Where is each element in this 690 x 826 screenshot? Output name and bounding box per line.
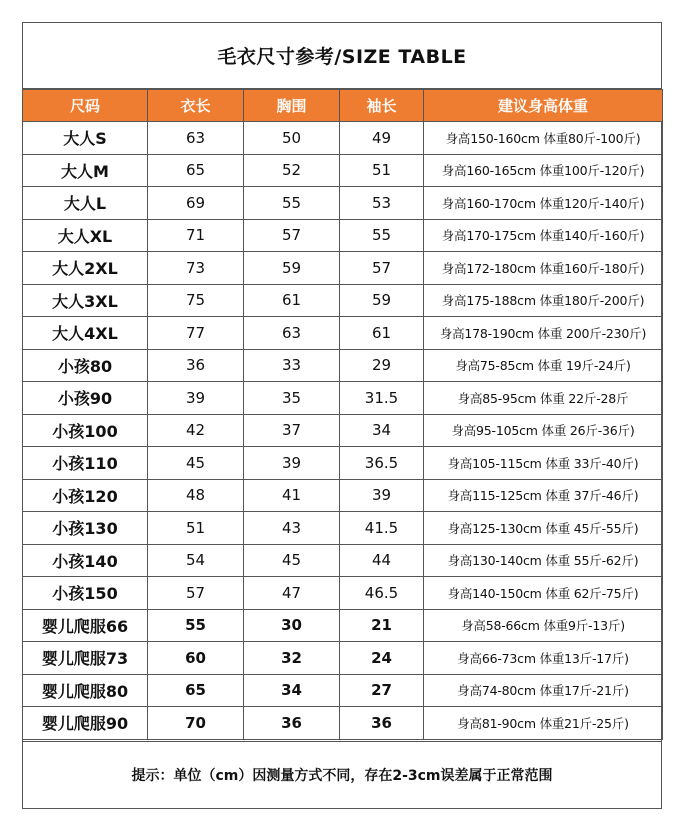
sleeve-cell: 53 [340, 187, 424, 220]
size-cell: 小孩110 [23, 447, 148, 480]
table-row [23, 707, 663, 740]
sleeve-cell: 29 [340, 349, 424, 382]
length-cell: 75 [148, 284, 244, 317]
chest-cell: 50 [244, 122, 340, 155]
length-cell: 65 [148, 154, 244, 187]
table-row [23, 317, 663, 350]
fit-cell: 身高160-165cm 体重100斤-120斤) [424, 154, 663, 187]
size-cell: 大人3XL [23, 284, 148, 317]
length-cell: 69 [148, 187, 244, 220]
size-cell: 小孩150 [23, 577, 148, 610]
length-cell: 65 [148, 674, 244, 707]
sleeve-cell: 31.5 [340, 382, 424, 415]
length-cell: 36 [148, 349, 244, 382]
chest-cell: 43 [244, 512, 340, 545]
size-cell: 小孩80 [23, 349, 148, 382]
chest-cell: 36 [244, 707, 340, 740]
fit-cell: 身高66-73cm 体重13斤-17斤) [424, 642, 663, 675]
length-cell: 51 [148, 512, 244, 545]
length-cell: 39 [148, 382, 244, 415]
sleeve-cell: 36 [340, 707, 424, 740]
length-cell: 45 [148, 447, 244, 480]
fit-cell: 身高115-125cm 体重 37斤-46斤) [424, 479, 663, 512]
table-title: 毛衣尺寸参考/SIZE TABLE [23, 23, 661, 89]
fit-cell: 身高125-130cm 体重 45斤-55斤) [424, 512, 663, 545]
sleeve-cell: 39 [340, 479, 424, 512]
sleeve-cell: 57 [340, 252, 424, 285]
fit-cell: 身高170-175cm 体重140斤-160斤) [424, 219, 663, 252]
sleeve-cell: 27 [340, 674, 424, 707]
sleeve-cell: 51 [340, 154, 424, 187]
size-cell: 大人4XL [23, 317, 148, 350]
length-cell: 71 [148, 219, 244, 252]
sleeve-cell: 46.5 [340, 577, 424, 610]
table-row [23, 284, 663, 317]
chest-cell: 61 [244, 284, 340, 317]
chest-cell: 41 [244, 479, 340, 512]
chest-cell: 45 [244, 544, 340, 577]
length-cell: 70 [148, 707, 244, 740]
fit-cell: 身高58-66cm 体重9斤-13斤) [424, 609, 663, 642]
fit-cell: 身高150-160cm 体重80斤-100斤) [424, 122, 663, 155]
length-cell: 55 [148, 609, 244, 642]
length-cell: 63 [148, 122, 244, 155]
sleeve-cell: 34 [340, 414, 424, 447]
table-row [23, 447, 663, 480]
chest-cell: 55 [244, 187, 340, 220]
fit-cell: 身高175-188cm 体重180斤-200斤) [424, 284, 663, 317]
fit-cell: 身高172-180cm 体重160斤-180斤) [424, 252, 663, 285]
size-cell: 小孩90 [23, 382, 148, 415]
fit-cell: 身高105-115cm 体重 33斤-40斤) [424, 447, 663, 480]
table-row [23, 349, 663, 382]
chest-cell: 32 [244, 642, 340, 675]
table-row [23, 252, 663, 285]
measurement-note: 提示：单位（cm）因测量方式不同，存在2-3cm误差属于正常范围 [23, 741, 661, 808]
table-row [23, 544, 663, 577]
size-cell: 婴儿爬服66 [23, 609, 148, 642]
table-row [23, 122, 663, 155]
chest-cell: 37 [244, 414, 340, 447]
size-table-frame [22, 22, 662, 809]
size-cell: 婴儿爬服73 [23, 642, 148, 675]
sleeve-cell: 59 [340, 284, 424, 317]
length-cell: 60 [148, 642, 244, 675]
chest-cell: 52 [244, 154, 340, 187]
chest-cell: 39 [244, 447, 340, 480]
sleeve-cell: 44 [340, 544, 424, 577]
table-row [23, 154, 663, 187]
sleeve-cell: 41.5 [340, 512, 424, 545]
header-row [23, 90, 663, 122]
length-cell: 73 [148, 252, 244, 285]
chest-cell: 63 [244, 317, 340, 350]
sleeve-cell: 49 [340, 122, 424, 155]
header-chest: 胸围 [244, 90, 340, 122]
header-fit: 建议身高体重 [424, 90, 663, 122]
sleeve-cell: 55 [340, 219, 424, 252]
chest-cell: 57 [244, 219, 340, 252]
fit-cell: 身高85-95cm 体重 22斤-28斤 [424, 382, 663, 415]
sleeve-cell: 36.5 [340, 447, 424, 480]
fit-cell: 身高75-85cm 体重 19斤-24斤) [424, 349, 663, 382]
table-row [23, 187, 663, 220]
size-cell: 婴儿爬服80 [23, 674, 148, 707]
sleeve-cell: 61 [340, 317, 424, 350]
chest-cell: 59 [244, 252, 340, 285]
sleeve-cell: 24 [340, 642, 424, 675]
table-row [23, 479, 663, 512]
header-size: 尺码 [23, 90, 148, 122]
table-row [23, 609, 663, 642]
fit-cell: 身高95-105cm 体重 26斤-36斤) [424, 414, 663, 447]
sleeve-cell: 21 [340, 609, 424, 642]
length-cell: 57 [148, 577, 244, 610]
fit-cell: 身高130-140cm 体重 55斤-62斤) [424, 544, 663, 577]
size-cell: 大人S [23, 122, 148, 155]
size-cell: 大人2XL [23, 252, 148, 285]
table-row [23, 512, 663, 545]
length-cell: 54 [148, 544, 244, 577]
chest-cell: 33 [244, 349, 340, 382]
chest-cell: 34 [244, 674, 340, 707]
size-cell: 大人XL [23, 219, 148, 252]
header-sleeve: 袖长 [340, 90, 424, 122]
length-cell: 42 [148, 414, 244, 447]
size-cell: 大人L [23, 187, 148, 220]
fit-cell: 身高81-90cm 体重21斤-25斤) [424, 707, 663, 740]
length-cell: 48 [148, 479, 244, 512]
size-cell: 小孩100 [23, 414, 148, 447]
fit-cell: 身高140-150cm 体重 62斤-75斤) [424, 577, 663, 610]
size-rows [23, 122, 663, 740]
size-cell: 小孩130 [23, 512, 148, 545]
length-cell: 77 [148, 317, 244, 350]
fit-cell: 身高74-80cm 体重17斤-21斤) [424, 674, 663, 707]
header-length: 衣长 [148, 90, 244, 122]
size-cell: 大人M [23, 154, 148, 187]
table-row [23, 674, 663, 707]
fit-cell: 身高178-190cm 体重 200斤-230斤) [424, 317, 663, 350]
table-row [23, 382, 663, 415]
fit-cell: 身高160-170cm 体重120斤-140斤) [424, 187, 663, 220]
size-table [22, 89, 663, 740]
size-cell: 小孩140 [23, 544, 148, 577]
table-row [23, 219, 663, 252]
size-cell: 小孩120 [23, 479, 148, 512]
size-cell: 婴儿爬服90 [23, 707, 148, 740]
chest-cell: 30 [244, 609, 340, 642]
table-row [23, 642, 663, 675]
chest-cell: 35 [244, 382, 340, 415]
chest-cell: 47 [244, 577, 340, 610]
table-row [23, 577, 663, 610]
table-row [23, 414, 663, 447]
